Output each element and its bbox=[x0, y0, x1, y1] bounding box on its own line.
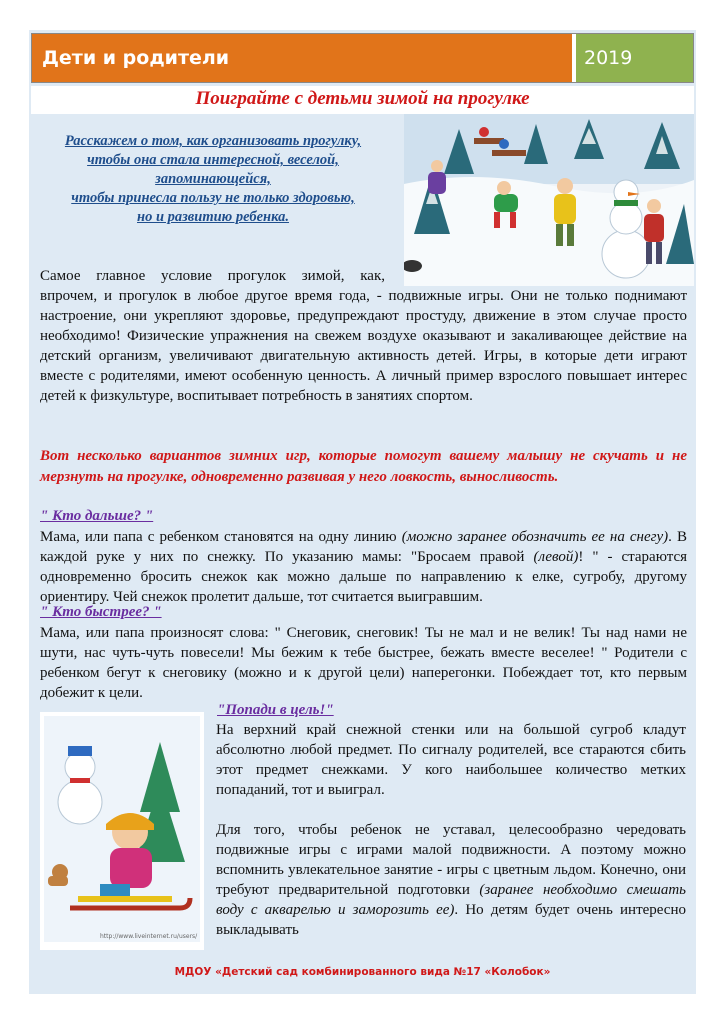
last-paragraph-italic: (заранее необходимо смешать воду с акварелью и заморозить ее) bbox=[216, 882, 686, 918]
last-paragraph-part: . Но детям будет очень интересно выкладывать bbox=[216, 902, 686, 938]
image-credit: http://www.liveinternet.ru/users/ bbox=[100, 933, 198, 940]
game-text-part: Мама, или папа с ребенком становятся на одну линию bbox=[40, 529, 402, 545]
game-text-part: ! " - стараются одновременно бросить снежок как можно дальше по направлению к елке, сугробу, другому ориентиру. Чей снежок пролетит дальше, тот считается выигравшим. bbox=[40, 549, 687, 605]
game-title-who-faster: " Кто быстрее? " bbox=[40, 604, 162, 620]
game-title-hit-target: "Попади в цель!" bbox=[217, 702, 334, 718]
header-year: 2019 bbox=[576, 34, 693, 82]
paragraph-intro bbox=[40, 266, 687, 406]
intro-line: чтобы она стала интересной, веселой, bbox=[87, 152, 339, 168]
intro-line: но и развитию ребенка. bbox=[137, 209, 289, 225]
game-text-part: . В каждой руке у них по снежку. По указанию мамы: "Бросаем правой bbox=[40, 529, 687, 565]
intro-line: запоминающейся, bbox=[155, 171, 271, 187]
winter-kids-illustration bbox=[404, 114, 694, 286]
paragraph-first-line: Самое главное условие прогулок зимой, как, bbox=[40, 268, 385, 284]
game-text-hit-target: На верхний край снежной стенки или на большой сугроб кладут абсолютно любой предмет. По сигналу родителей, все стараются сбить этот предмет снежками. У кого наибольшее количество метких попаданий, тот и выиграл. bbox=[216, 722, 686, 798]
main-title: Поиграйте с детьми зимой на прогулке bbox=[195, 88, 530, 109]
game-title-who-farther: " Кто дальше? " bbox=[40, 508, 154, 524]
last-paragraph-part: Для того, чтобы ребенок не уставал, целесообразно чередовать подвижные игры с играми малой подвижности. А поэтому можно вспомнить увлекательное занятие - игры с цветным льдом. Конечно, они требуют предварительной подготовки bbox=[216, 822, 686, 898]
intro-line: Расскажем о том, как организовать прогулку, bbox=[64, 133, 362, 149]
header-title: Дети и родители bbox=[32, 34, 572, 82]
intro-line: чтобы принесла пользу не только здоровью, bbox=[71, 190, 355, 206]
footer-text: МДОУ «Детский сад комбинированного вида №17 «Колобок» bbox=[174, 966, 551, 978]
paragraph-rest: впрочем, и прогулок в любое другое время года, - подвижные игры. Они не только поднимают настроение, они укрепляют здоровье, предупреждают простуду, движение в этом случае просто необходимо! Физические упражнения на свежем воздухе оказывают и закаливающее действие на детский организм, увеличивают двигательную активность детей. Игры, в которые дети играют вместе с родителями, имеют особенную ценность. А личный пример взрослого повышает интерес детей к физкультуре, воспитывает потребность в занятиях спортом. bbox=[40, 288, 687, 404]
game-text-who-farther bbox=[40, 527, 687, 607]
last-paragraph bbox=[216, 820, 686, 940]
header-bar bbox=[31, 33, 694, 83]
games-intro: Вот несколько вариантов зимних игр, которые помогут вашему малышу не скучать и не мерзнуть на прогулке, одновременно развивая у него ловкость, выносливость. bbox=[40, 448, 687, 485]
intro-text bbox=[38, 132, 388, 227]
game-text-italic: (левой) bbox=[533, 549, 579, 565]
game-text-who-faster: Мама, или папа произносят слова: " Снеговик, снеговик! Ты не мал и не велик! Ты над нами не шути, нас чуть-чуть повесели! Мы бежим к тебе быстрее, бежать вместе веселее! " Родители с ребенком бегут к снеговику (можно и к другой цели) наперегонки. Побеждает тот, кто первым добежит к цели. bbox=[40, 625, 687, 701]
game-text-italic: (можно заранее обозначить ее на снегу) bbox=[401, 529, 669, 545]
sled-child-illustration bbox=[40, 712, 204, 950]
